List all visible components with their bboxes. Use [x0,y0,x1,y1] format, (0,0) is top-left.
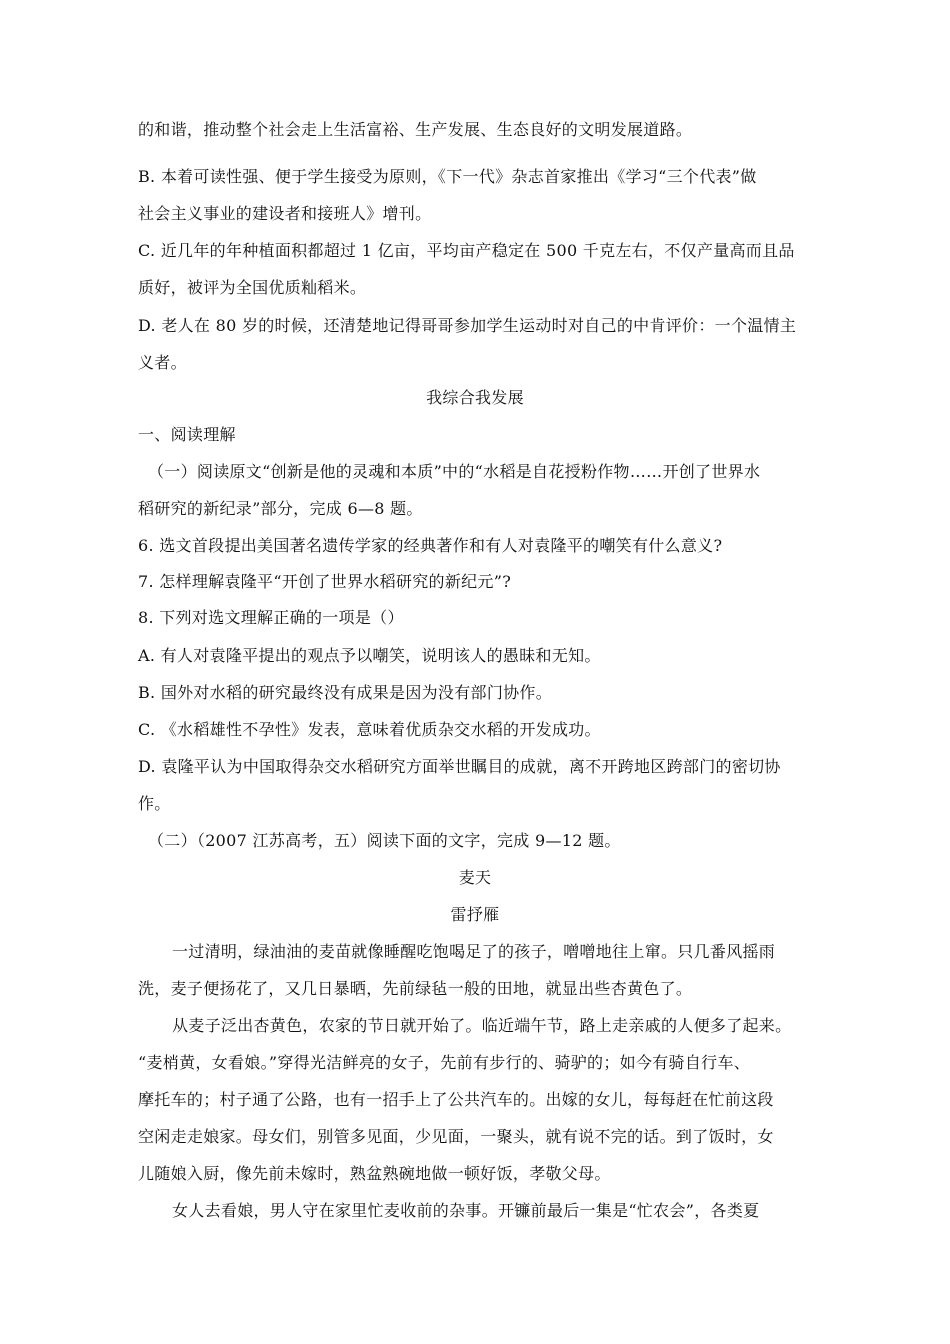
part-two-intro: （二）（2007 江苏高考，五）阅读下面的文字，完成 9—12 题。 [148,831,621,850]
paragraph-line: 一过清明，绿油油的麦苗就像睡醒吃饱喝足了的孩子，噌噌地往上窜。只几番风摇雨 [172,942,776,961]
part-one-intro: （一）阅读原文“创新是他的灵魂和本质”中的“水稻是自花授粉作物……开创了世界水 [148,462,761,481]
question-7: 7. 怎样理解袁隆平“开创了世界水稻研究的新纪元”? [138,572,512,591]
option-b-line: B. 国外对水稻的研究最终没有成果是因为没有部门协作。 [138,683,553,702]
section-heading: 一、阅读理解 [138,425,236,444]
option-d-line: D. 袁隆平认为中国取得杂交水稻研究方面举世瞩目的成就，离不开跨地区跨部门的密切协 [138,757,781,776]
paragraph-line: 从麦子泛出杏黄色，农家的节日就开始了。临近端午节，路上走亲戚的人便多了起来。 [172,1016,792,1035]
paragraph-line: 空闲走走娘家。母女们，别管多见面，少见面，一聚头，就有说不完的话。到了饭时，女 [138,1127,774,1146]
text-line: 义者。 [138,353,187,372]
text-line: 作。 [138,794,171,813]
option-b-line: B. 本着可读性强、便于学生接受为原则，《下一代》杂志首家推出《学习“三个代表”做 [138,167,757,186]
section-title: 我综合我发展 [426,388,524,407]
option-a-line: A. 有人对袁隆平提出的观点予以嘲笑，说明该人的愚昧和无知。 [138,646,601,665]
article-title: 麦天 [458,868,492,887]
text-line: 社会主义事业的建设者和接班人》增刊。 [138,204,432,223]
paragraph-line: “麦梢黄，女看娘。”穿得光洁鲜亮的女子，先前有步行的、骑驴的；如今有骑自行车、 [138,1053,751,1072]
question-6: 6. 选文首段提出美国著名遗传学家的经典著作和有人对袁隆平的嘲笑有什么意义? [138,536,723,555]
option-d-line: D. 老人在 80 岁的时候，还清楚地记得哥哥参加学生运动时对自己的中肯评价：一个温情主 [138,316,797,335]
article-author: 雷抒雁 [450,905,500,924]
paragraph-line: 儿随娘入厨，像先前未嫁时，熟盆熟碗地做一顿好饭，孝敬父母。 [138,1164,611,1183]
paragraph-line: 摩托车的；村子通了公路，也有一招手上了公共汽车的。出嫁的女儿，每每赶在忙前这段 [138,1090,774,1109]
option-c-line: C. 《水稻雄性不孕性》发表，意味着优质杂交水稻的开发成功。 [138,720,601,739]
text-line: 稻研究的新纪录”部分，完成 6—8 题。 [138,499,423,518]
paragraph-line: 洗，麦子便扬花了，又几日暴晒，先前绿毡一般的田地，就显出些杏黄色了。 [138,979,693,998]
text-line: 质好，被评为全国优质籼稻米。 [138,278,367,297]
question-8: 8. 下列对选文理解正确的一项是（） [138,608,404,627]
text-line: 的和谐，推动整个社会走上生活富裕、生产发展、生态良好的文明发展道路。 [138,120,693,139]
paragraph-line: 女人去看娘，男人守在家里忙麦收前的杂事。开镰前最后一集是“忙农会”，各类夏 [172,1201,760,1220]
option-c-line: C. 近几年的年种植面积都超过 1 亿亩，平均亩产稳定在 500 千克左右，不仅产量高而且品 [138,241,795,260]
